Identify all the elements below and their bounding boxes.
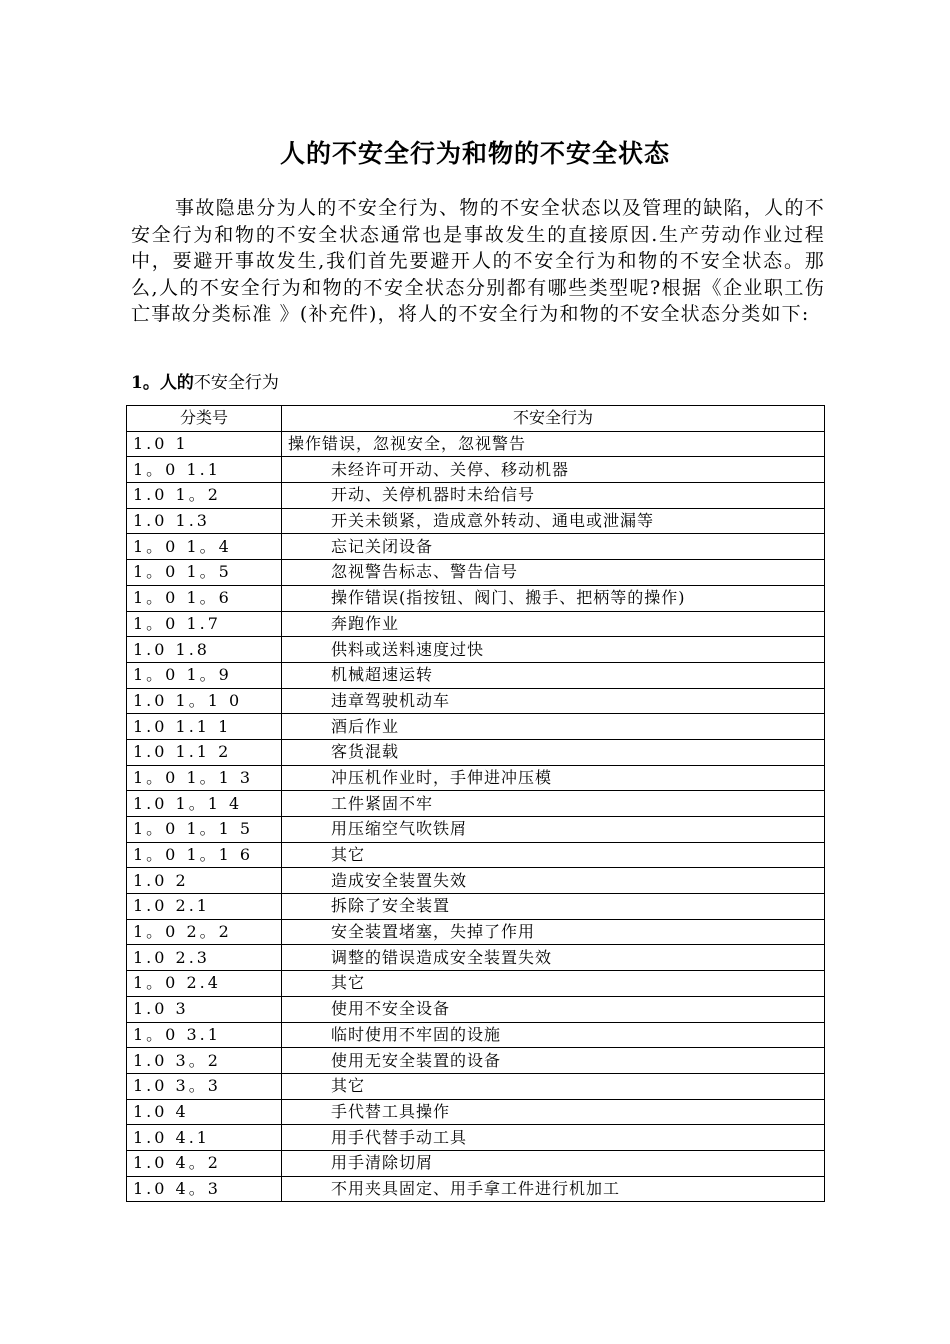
- row-behavior: 冲压机作业时，手伸进冲压模: [282, 765, 825, 791]
- table-row: [127, 842, 825, 868]
- row-behavior: 忘记关闭设备: [282, 534, 825, 560]
- row-code: 1.0 3: [127, 996, 282, 1022]
- row-behavior: 用压缩空气吹铁屑: [282, 817, 825, 843]
- row-code: 1.0 1.8: [127, 637, 282, 663]
- row-code: 1.0 3。2: [127, 1048, 282, 1074]
- row-behavior: 操作错误(指按钮、阀门、搬手、把柄等的操作): [282, 585, 825, 611]
- row-code: 1.0 2.1: [127, 894, 282, 920]
- row-behavior: 奔跑作业: [282, 611, 825, 637]
- row-code: 1。0 1.1: [127, 457, 282, 483]
- row-code: 1.0 1。1 0: [127, 688, 282, 714]
- row-code: 1.0 2: [127, 868, 282, 894]
- row-code: 1。0 2.4: [127, 971, 282, 997]
- row-code: 1。0 2。2: [127, 919, 282, 945]
- table-row: [127, 945, 825, 971]
- row-code: 1。0 1。1 6: [127, 842, 282, 868]
- row-code: 1。0 1。1 3: [127, 765, 282, 791]
- row-code: 1.0 1。2: [127, 483, 282, 509]
- header-behavior: 不安全行为: [282, 406, 825, 432]
- row-behavior: 未经许可开动、关停、移动机器: [282, 457, 825, 483]
- table-row: [127, 688, 825, 714]
- row-behavior: 操作错误，忽视安全，忽视警告: [282, 431, 825, 457]
- row-behavior: 使用不安全设备: [282, 996, 825, 1022]
- row-behavior: 安全装置堵塞，失掉了作用: [282, 919, 825, 945]
- row-behavior: 造成安全装置失效: [282, 868, 825, 894]
- row-behavior: 其它: [282, 971, 825, 997]
- table-row: [127, 1150, 825, 1176]
- table-row: [127, 817, 825, 843]
- table-row: [127, 1022, 825, 1048]
- row-behavior: 开动、关停机器时未给信号: [282, 483, 825, 509]
- row-code: 1.0 2.3: [127, 945, 282, 971]
- table-row: [127, 894, 825, 920]
- row-code: 1。0 1。4: [127, 534, 282, 560]
- table-row: [127, 739, 825, 765]
- table-row: [127, 637, 825, 663]
- row-behavior: 其它: [282, 842, 825, 868]
- table-row: [127, 996, 825, 1022]
- table-row: [127, 560, 825, 586]
- row-code: 1.0 3。3: [127, 1073, 282, 1099]
- table-row: [127, 868, 825, 894]
- header-code: 分类号: [127, 406, 282, 432]
- section-number: 1。人的: [131, 373, 194, 393]
- row-behavior: 不用夹具固定、用手拿工件进行机加工: [282, 1176, 825, 1202]
- row-behavior: 酒后作业: [282, 714, 825, 740]
- row-behavior: 机械超速运转: [282, 662, 825, 688]
- row-code: 1.0 1.1 2: [127, 739, 282, 765]
- table-row: [127, 431, 825, 457]
- row-behavior: 调整的错误造成安全装置失效: [282, 945, 825, 971]
- row-code: 1.0 1。1 4: [127, 791, 282, 817]
- row-behavior: 用手代替手动工具: [282, 1125, 825, 1151]
- row-behavior: 手代替工具操作: [282, 1099, 825, 1125]
- row-code: 1。0 3.1: [127, 1022, 282, 1048]
- table-row: [127, 508, 825, 534]
- table-row: [127, 662, 825, 688]
- row-behavior: 违章驾驶机动车: [282, 688, 825, 714]
- table-row: [127, 585, 825, 611]
- row-code: 1.0 4.1: [127, 1125, 282, 1151]
- row-behavior: 临时使用不牢固的设施: [282, 1022, 825, 1048]
- table-row: [127, 765, 825, 791]
- table-row: [127, 1125, 825, 1151]
- table-row: [127, 1176, 825, 1202]
- row-code: 1。0 1.7: [127, 611, 282, 637]
- document-title: 人的不安全行为和物的不安全状态: [279, 139, 670, 168]
- row-behavior: 开关未锁紧，造成意外转动、通电或泄漏等: [282, 508, 825, 534]
- row-behavior: 忽视警告标志、警告信号: [282, 560, 825, 586]
- intro-paragraph: 事故隐患分为人的不安全行为、物的不安全状态以及管理的缺陷，人的不安全行为和物的不安全状态通常也是事故发生的直接原因.生产劳动作业过程中，要避开事故发生,我们首先要避开人的不安全行为和物的不安全状态。那么,人的不安全行为和物的不安全状态分别都有哪些类型呢?根据《企业职工伤亡事故分类标准 》(补充件)，将人的不安全行为和物的不安全状态分类如下:: [131, 197, 825, 325]
- row-code: 1.0 4。2: [127, 1150, 282, 1176]
- row-code: 1。0 1。9: [127, 662, 282, 688]
- row-code: 1。0 1。1 5: [127, 817, 282, 843]
- table-row: [127, 971, 825, 997]
- table-row: [127, 534, 825, 560]
- table-row: [127, 457, 825, 483]
- table-row: [127, 714, 825, 740]
- table-row: [127, 919, 825, 945]
- row-code: 1.0 4。3: [127, 1176, 282, 1202]
- row-behavior: 用手清除切屑: [282, 1150, 825, 1176]
- section-heading: [131, 368, 279, 393]
- row-code: 1。0 1。6: [127, 585, 282, 611]
- row-behavior: 使用无安全装置的设备: [282, 1048, 825, 1074]
- table-row: [127, 1099, 825, 1125]
- section-title: 不安全行为: [193, 373, 279, 393]
- row-code: 1.0 1.1 1: [127, 714, 282, 740]
- table-row: [127, 611, 825, 637]
- table-header-row: [127, 406, 825, 432]
- row-behavior: 工件紧固不牢: [282, 791, 825, 817]
- table-row: [127, 1073, 825, 1099]
- row-code: 1.0 1.3: [127, 508, 282, 534]
- table-row: [127, 1048, 825, 1074]
- row-code: 1。0 1。5: [127, 560, 282, 586]
- row-code: 1.0 4: [127, 1099, 282, 1125]
- table-row: [127, 791, 825, 817]
- table-row: [127, 483, 825, 509]
- row-behavior: 客货混载: [282, 739, 825, 765]
- row-behavior: 拆除了安全装置: [282, 894, 825, 920]
- unsafe-behavior-table: [126, 405, 825, 1202]
- row-behavior: 其它: [282, 1073, 825, 1099]
- row-code: 1.0 1: [127, 431, 282, 457]
- row-behavior: 供料或送料速度过快: [282, 637, 825, 663]
